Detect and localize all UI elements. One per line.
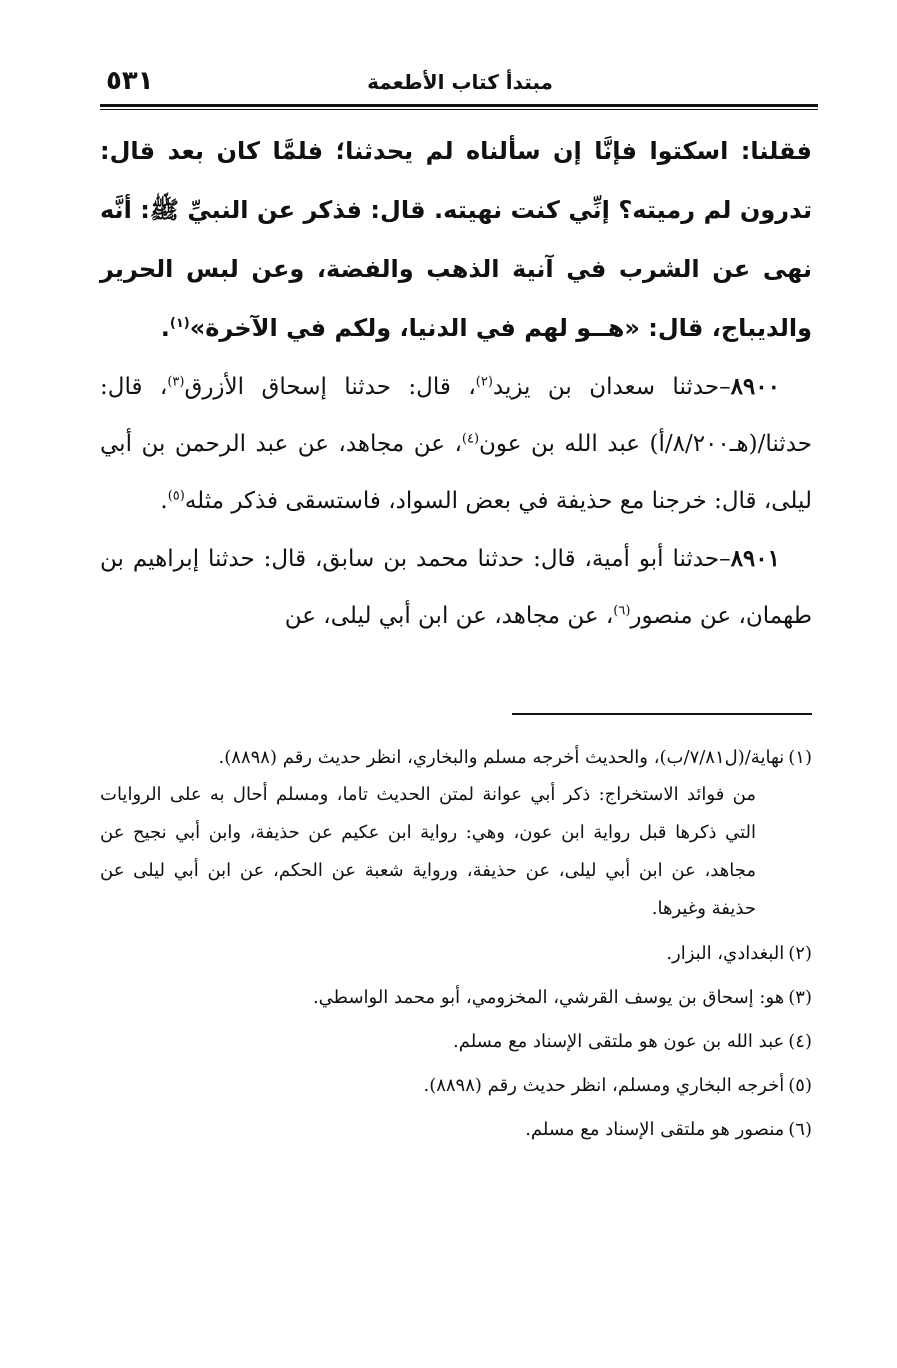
hadith-text: ، عن مجاهد، عن عبد الرحمن بن أبي ليلى، قال: خرجنا مع حذيفة في بعض السواد، فاستسقى فذكر مثله	[100, 431, 812, 514]
footnote-3	[100, 980, 812, 1016]
header-rule-thin	[100, 109, 818, 110]
footnote-ref-4: (٤)	[461, 431, 480, 447]
continuation-text: فقلنا: اسكتوا فإنَّا إن سألناه لم يحدثنا؛ فلمَّا كان بعد قال: تدرون لم رميته؟ إنِّي كنت نهيته. قال: فذكر عن النبيِّ ﷺ: أنَّه نهى عن الشرب في آنية الذهب والفضة، وعن لبس الحرير والديباج، قال: «هــو لهم في الدنيا، ولكم في الآخرة»	[100, 137, 812, 342]
hadith-continuation	[100, 122, 812, 358]
footnote-number: (٤)	[788, 1031, 812, 1052]
hadith-text: –حدثنا أبو أمية، قال: حدثنا محمد بن سابق، قال: حدثنا إبراهيم بن طهمان، عن منصور	[100, 546, 812, 629]
hadith-text: –حدثنا سعدان بن يزيد	[492, 374, 731, 400]
footnote-1	[100, 740, 812, 776]
footnote-number: (١)	[788, 747, 812, 768]
footnote-ref-3: (٣)	[167, 374, 185, 390]
footnote-2	[100, 936, 812, 972]
footnote-text: منصور هو ملتقى الإسناد مع مسلم.	[525, 1119, 785, 1140]
footnote-ref-1: (١)	[169, 316, 190, 331]
hadith-text: ، عن مجاهد، عن ابن أبي ليلى، عن	[284, 603, 614, 629]
footnote-6	[100, 1112, 812, 1148]
footnote-number: (٢)	[788, 943, 812, 964]
chapter-title: مبتدأ كتاب الأطعمة	[367, 70, 553, 94]
footnote-1-continuation	[100, 776, 756, 928]
footnote-number: (٣)	[788, 987, 812, 1008]
footnote-text: نهاية/(ل٧/٨١/ب)، والحديث أخرجه مسلم والبخاري، انظر حديث رقم (٨٨٩٨).	[218, 747, 785, 768]
end-period: .	[160, 314, 170, 342]
hadith-number: ٨٩٠١	[730, 545, 780, 572]
hadith-text: ، قال: حدثنا إسحاق الأزرق	[184, 374, 476, 400]
footnote-text: البغدادي، البزار.	[666, 943, 785, 964]
footnote-5	[100, 1068, 812, 1104]
page-number: ٥٣١	[106, 66, 154, 96]
footnote-text: من فوائد الاستخراج: ذكر أبي عوانة لمتن الحديث تاما، ومسلم أحال به على الروايات التي ذكرها قبل رواية ابن عون، وهي: رواية ابن عكيم عن حذيفة، وابن أبي نجيح عن مجاهد، عن ابن أبي ليلى، عن حذيفة، ورواية شعبة عن الحكم، عن ابن أبي ليلى عن حذيفة وغيرها.	[100, 784, 756, 919]
footnote-text: أخرجه البخاري ومسلم، انظر حديث رقم (٨٨٩٨).	[423, 1075, 785, 1096]
footnotes	[100, 740, 812, 1148]
hadith-number: ٨٩٠٠	[730, 373, 780, 400]
footnote-ref-5: (٥)	[167, 488, 185, 504]
hadith-8900	[100, 358, 812, 530]
footnote-separator	[512, 713, 812, 715]
footnote-ref-6: (٦)	[613, 603, 631, 619]
footnote-number: (٦)	[788, 1119, 812, 1140]
hadith-text: ، قال: حدثنا/(هـ٨/٢٠٠/أ) عبد الله بن عون	[100, 374, 812, 457]
hadith-8901	[100, 530, 812, 645]
footnote-4	[100, 1024, 812, 1060]
header-rule-thick	[100, 104, 818, 107]
footnote-number: (٥)	[788, 1075, 812, 1096]
running-header	[100, 64, 820, 104]
main-text	[100, 122, 812, 645]
hadith-text: .	[160, 488, 168, 514]
footnote-ref-2: (٢)	[475, 374, 493, 390]
footnote-text: عبد الله بن عون هو ملتقى الإسناد مع مسلم.	[453, 1031, 785, 1052]
footnote-text: هو: إسحاق بن يوسف القرشي، المخزومي، أبو محمد الواسطي.	[312, 987, 785, 1008]
